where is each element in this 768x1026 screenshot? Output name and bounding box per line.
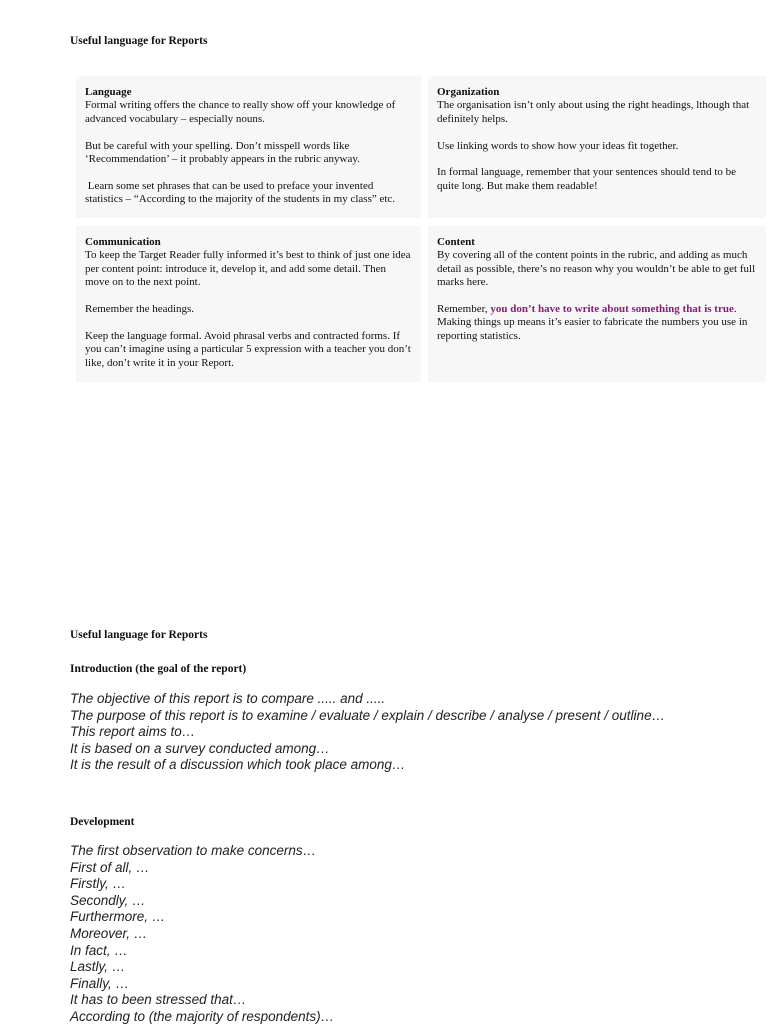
tip-paragraph <box>437 303 758 343</box>
phrase-item: It is the result of a discussion which took place among… <box>70 757 406 773</box>
introduction-phrase-list <box>70 691 665 774</box>
tip-cell-language <box>76 76 421 218</box>
phrase-item: Moreover, … <box>70 925 148 941</box>
tip-paragraph: But be careful with your spelling. Don’t misspell words like ‘Recommendation’ – it probably appears in the rubric anyway. <box>85 139 360 166</box>
phrase-item: Firstly, … <box>70 876 126 892</box>
phrase-item: In fact, … <box>70 942 128 958</box>
phrase-item: Furthermore, … <box>70 909 166 925</box>
tip-text: Remember, <box>437 303 491 316</box>
phrase-item: Lastly, … <box>70 959 126 975</box>
phrase-item: It has to been stressed that… <box>70 992 247 1008</box>
tip-text: . Making things up means it’s easier to fabricate the numbers you use in reporting statistics. <box>437 303 748 342</box>
phrase-item: Finally, … <box>70 975 130 991</box>
tip-paragraph: By covering all of the content points in the rubric, and adding as much detail as possible, there’s no reason why you wouldn’t be able to get full marks here. <box>437 249 756 289</box>
development-heading: Development <box>70 816 135 828</box>
tip-heading: Content <box>437 236 475 248</box>
phrase-item: The objective of this report is to compare ..... and ..... <box>70 691 386 706</box>
phrase-item: According to (the majority of respondents)… <box>70 1008 335 1024</box>
phrase-item: The purpose of this report is to examine / evaluate / explain / describe / analyse / present / outline… <box>70 707 666 723</box>
tip-paragraph: To keep the Target Reader fully informed it’s best to think of just one idea per content point: introduce it, develop it, and add some detail. Then move on to the next point. <box>85 249 411 289</box>
tips-table <box>76 76 766 382</box>
tip-paragraph: Learn some set phrases that can be used to preface your invented statistics – “According to the majority of the students in my class” etc. <box>85 179 396 206</box>
development-phrase-list <box>70 843 334 1026</box>
tip-paragraph: Remember the headings. <box>85 303 195 316</box>
tip-cell-content <box>428 226 766 382</box>
tip-paragraph: In formal language, remember that your sentences should tend to be quite long. But make them readable! <box>437 166 737 192</box>
tip-paragraph: Formal writing offers the chance to really show off your knowledge of advanced vocabulary – especially nouns. <box>85 99 396 125</box>
tip-heading: Organization <box>437 86 500 98</box>
tip-paragraph: Use linking words to show how your ideas fit together. <box>437 139 679 152</box>
phrase-item: It is based on a survey conducted among… <box>70 740 330 756</box>
phrase-item: This report aims to… <box>70 724 196 740</box>
section-title: Useful language for Reports <box>70 629 208 641</box>
highlighted-text: you don’t have to write about something that is true <box>490 303 734 316</box>
phrase-item: Secondly, … <box>70 892 146 908</box>
phrase-item: First of all, … <box>70 859 150 875</box>
tip-paragraph: The organisation isn’t only about using the right headings, lthough that definitely helps. <box>437 99 750 125</box>
tip-heading: Language <box>85 86 132 98</box>
tip-cell-communication <box>76 226 421 382</box>
introduction-heading: Introduction (the goal of the report) <box>70 663 247 675</box>
tip-heading: Communication <box>85 236 161 248</box>
page-title: Useful language for Reports <box>70 35 208 47</box>
phrase-item: The first observation to make concerns… <box>70 843 317 858</box>
tip-paragraph: Keep the language formal. Avoid phrasal verbs and contracted forms. If you can’t imagine using a particular 5 expression with a teacher you don’t like, don’t write it in your Report. <box>85 329 411 369</box>
tip-cell-organization <box>428 76 766 218</box>
